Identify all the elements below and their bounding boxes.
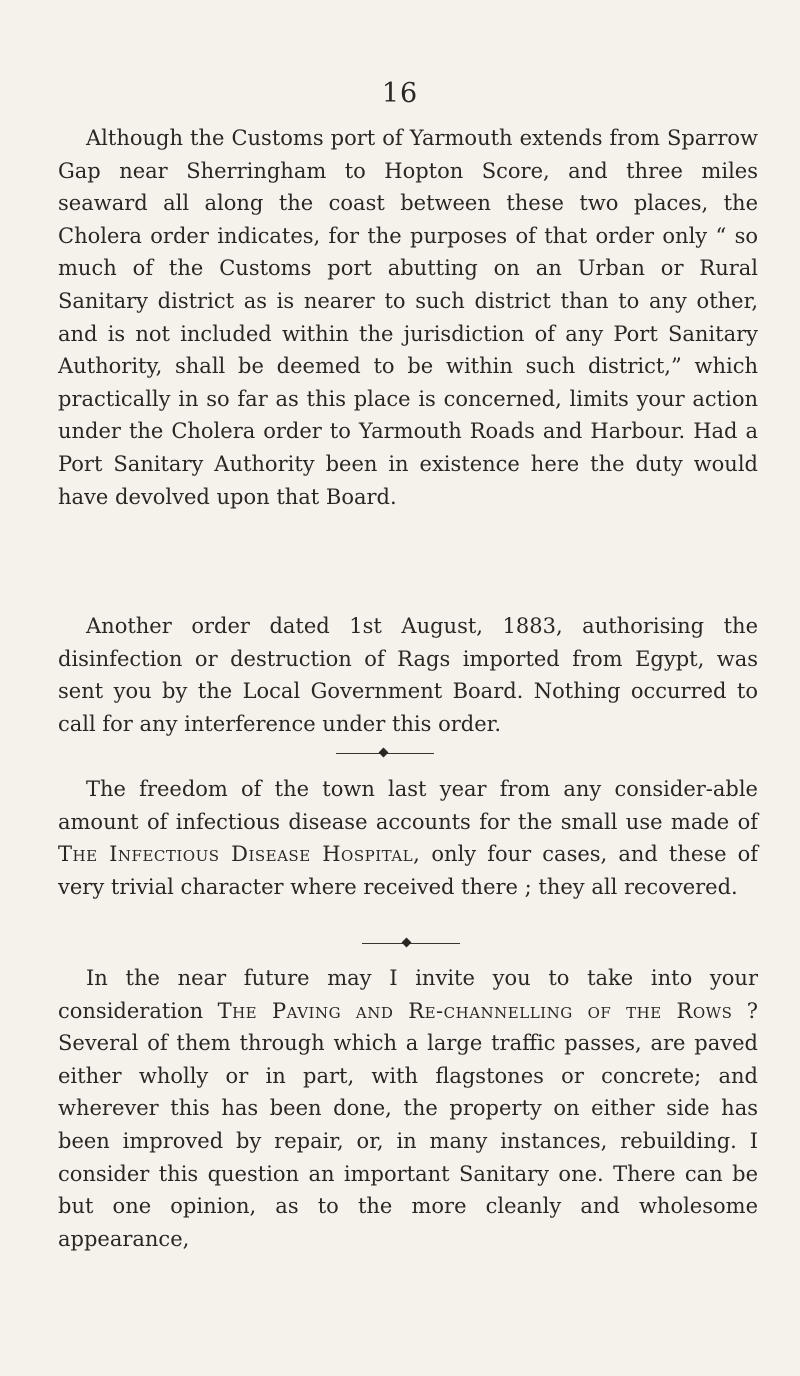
section-divider	[0, 747, 800, 761]
paragraph-text-part: In the near future may I invite you to take into your consideration	[58, 966, 758, 1023]
diamond-ornament-icon	[379, 748, 389, 758]
paragraph-rags-order	[58, 610, 758, 740]
paragraph-text-part: only four cases, and these of very trivial character where received there ; they all recovered.	[58, 842, 758, 899]
page-number: 16	[381, 78, 419, 109]
diamond-ornament-icon	[402, 938, 412, 948]
paragraph-infectious-hospital	[58, 773, 758, 903]
paragraph-text	[58, 962, 758, 1255]
paragraph-cholera-order	[58, 122, 758, 513]
divider-rule	[362, 943, 460, 944]
topic-title: The Paving and Re-channelling of the Rows	[217, 998, 733, 1023]
section-divider	[0, 937, 800, 951]
paragraph-text-part: The freedom of the town last year from any consider-able amount of infectious disease accounts for the small use made of	[58, 777, 758, 834]
paragraph-text-part: ? Several of them through which a large traffic passes, are paved either wholly or in part, with flagstones or concrete; and wherever this has been done, the property on either side has been improved by repair, or, in many instances, rebuilding. I consider this question an important Sanitary one. There can be but one opinion, as to the more cleanly and wholesome appearance,	[58, 998, 758, 1251]
institution-name: The Infectious Disease Hospital,	[58, 842, 421, 867]
paragraph-text	[58, 773, 758, 903]
paragraph-paving-rows	[58, 962, 758, 1255]
paragraph-text: Although the Customs port of Yarmouth extends from Sparrow Gap near Sherringham to Hopton Score, and three miles seaward all along the coast between these two places, the Cholera order indicates, for the purposes of that order only “ so much of the Customs port abutting on an Urban or Rural Sanitary district as is nearer to such district than to any other, and is not included within the jurisdiction of any Port Sanitary Authority, shall be deemed to be within such district,” which practically in so far as this place is concerned, limits your action under the Cholera order to Yarmouth Roads and Harbour. Had a Port Sanitary Authority been in existence here the duty would have devolved upon that Board.	[58, 126, 758, 509]
paragraph-text: Another order dated 1st August, 1883, authorising the disinfection or destruction of Rags imported from Egypt, was sent you by the Local Government Board. Nothing occurred to call for any interference under this order.	[58, 614, 758, 736]
